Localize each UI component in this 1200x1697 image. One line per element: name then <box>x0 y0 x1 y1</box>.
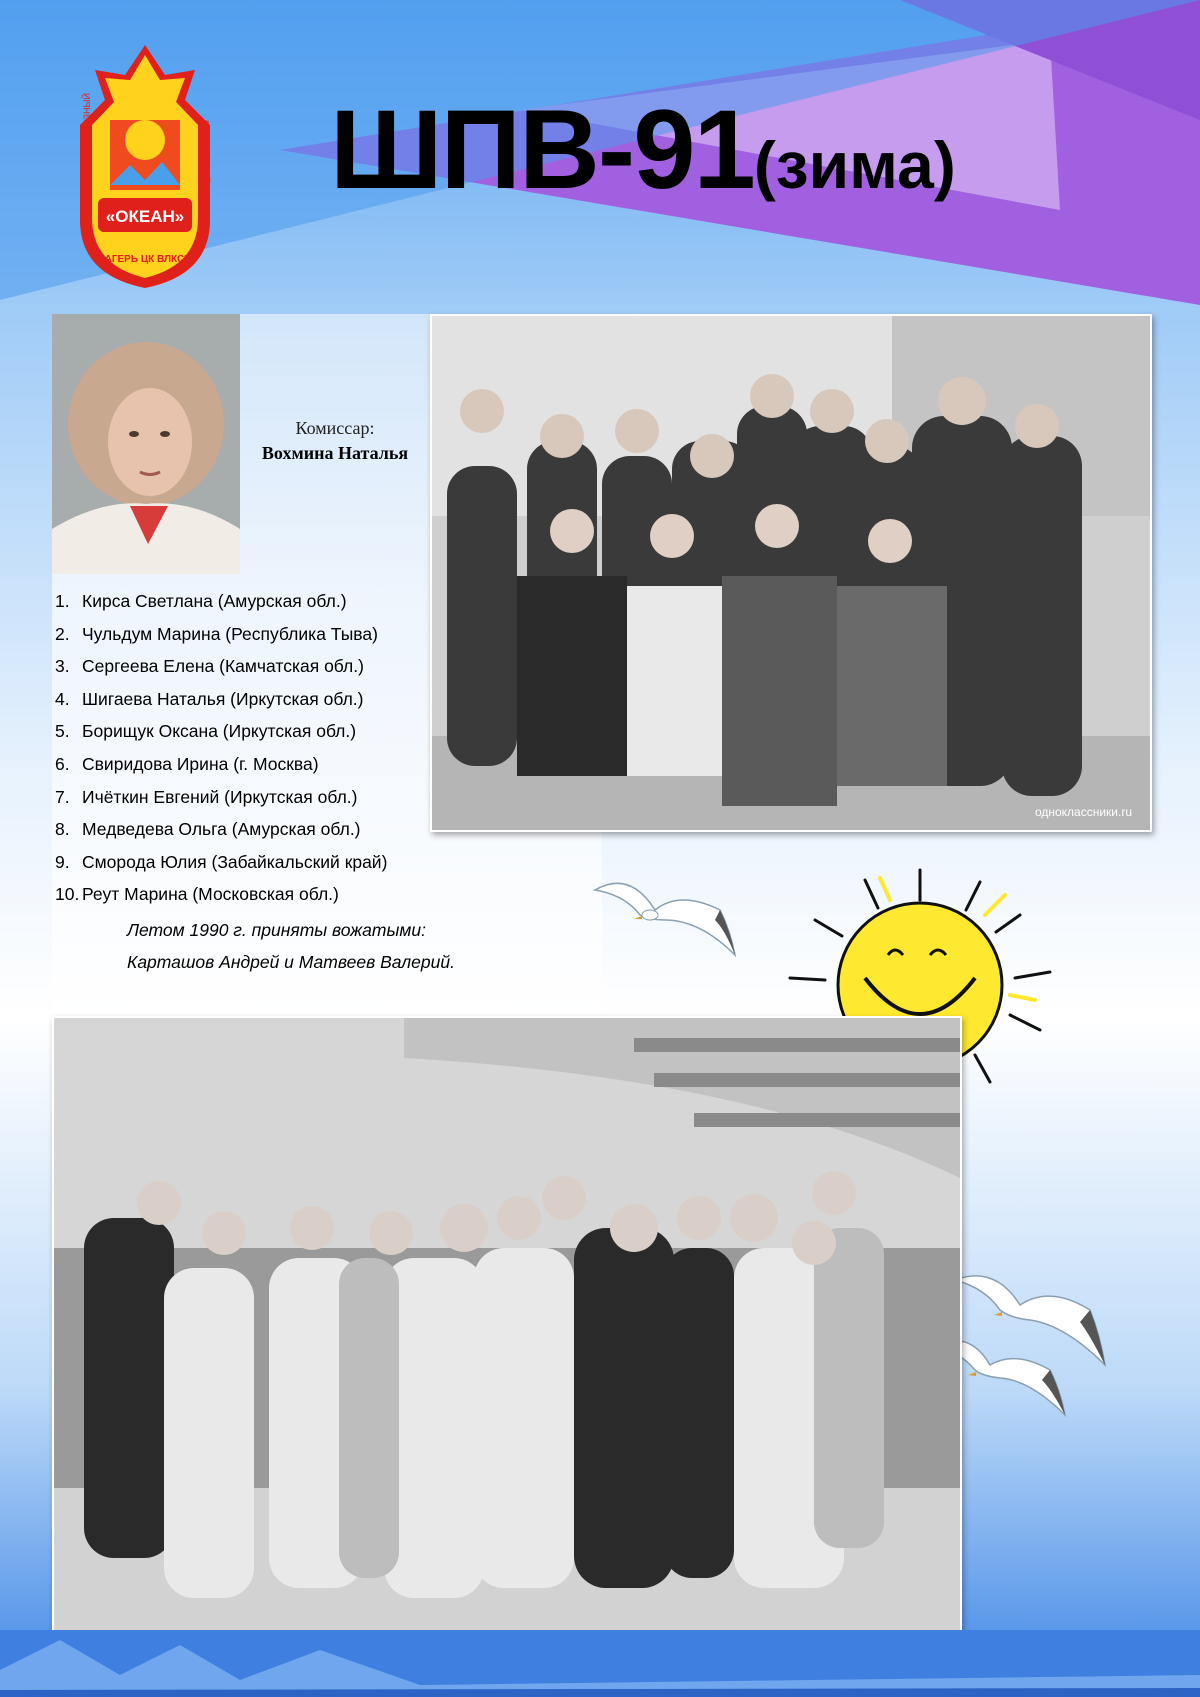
watermark-text: одноклассники.ru <box>1034 805 1132 819</box>
page-title <box>330 85 956 212</box>
commissar-name: Вохмина Наталья <box>261 443 409 463</box>
members-list <box>55 588 387 914</box>
list-item: 2. Чульдум Марина (Республика Тыва) <box>55 623 378 644</box>
title-main: ШПВ-91 <box>330 87 754 212</box>
list-item: 1. Кирса Светлана (Амурская обл.) <box>55 591 347 611</box>
svg-text:ПИОНЕРСКИЙ: ПИОНЕРСКИЙ <box>200 120 210 184</box>
svg-text:ЛАГЕРЬ ЦК ВЛКСМ: ЛАГЕРЬ ЦК ВЛКСМ <box>97 254 193 265</box>
note-line-1: Летом 1990 г. приняты вожатыми: <box>127 920 426 940</box>
list-item: 6. Свиридова Ирина (г. Москва) <box>55 753 319 774</box>
counselors-note <box>127 914 455 978</box>
list-item: 9. Сморода Юлия (Забайкальский край) <box>55 851 388 872</box>
title-sub: (зима) <box>753 128 956 202</box>
svg-text:ВСЕСОЮЗНЫЙ: ВСЕСОЮЗНЫЙ <box>82 93 92 160</box>
group-photo-outdoor <box>52 1016 962 1652</box>
commissar-caption <box>240 418 430 464</box>
commissar-label: Комиссар: <box>295 418 375 438</box>
list-item: 4. Шигаева Наталья (Иркутская обл.) <box>55 688 364 709</box>
seagull-icon <box>590 870 740 960</box>
commissar-portrait <box>52 314 240 574</box>
list-item: 3. Сергеева Елена (Камчатская обл.) <box>55 656 364 677</box>
group-photo-indoor <box>430 314 1152 832</box>
svg-text:«ОКЕАН»: «ОКЕАН» <box>105 207 185 226</box>
ocean-camp-emblem-icon <box>70 40 220 290</box>
list-item: 10. Реут Марина (Московская обл.) <box>55 884 339 905</box>
note-line-2: Карташов Андрей и Матвеев Валерий. <box>127 952 455 972</box>
list-item: 8. Медведева Ольга (Амурская обл.) <box>55 819 361 840</box>
bottom-decoration <box>0 1630 1200 1697</box>
list-item: 5. Борищук Оксана (Иркутская обл.) <box>55 721 357 742</box>
list-item: 7. Ичёткин Евгений (Иркутская обл.) <box>55 786 358 807</box>
